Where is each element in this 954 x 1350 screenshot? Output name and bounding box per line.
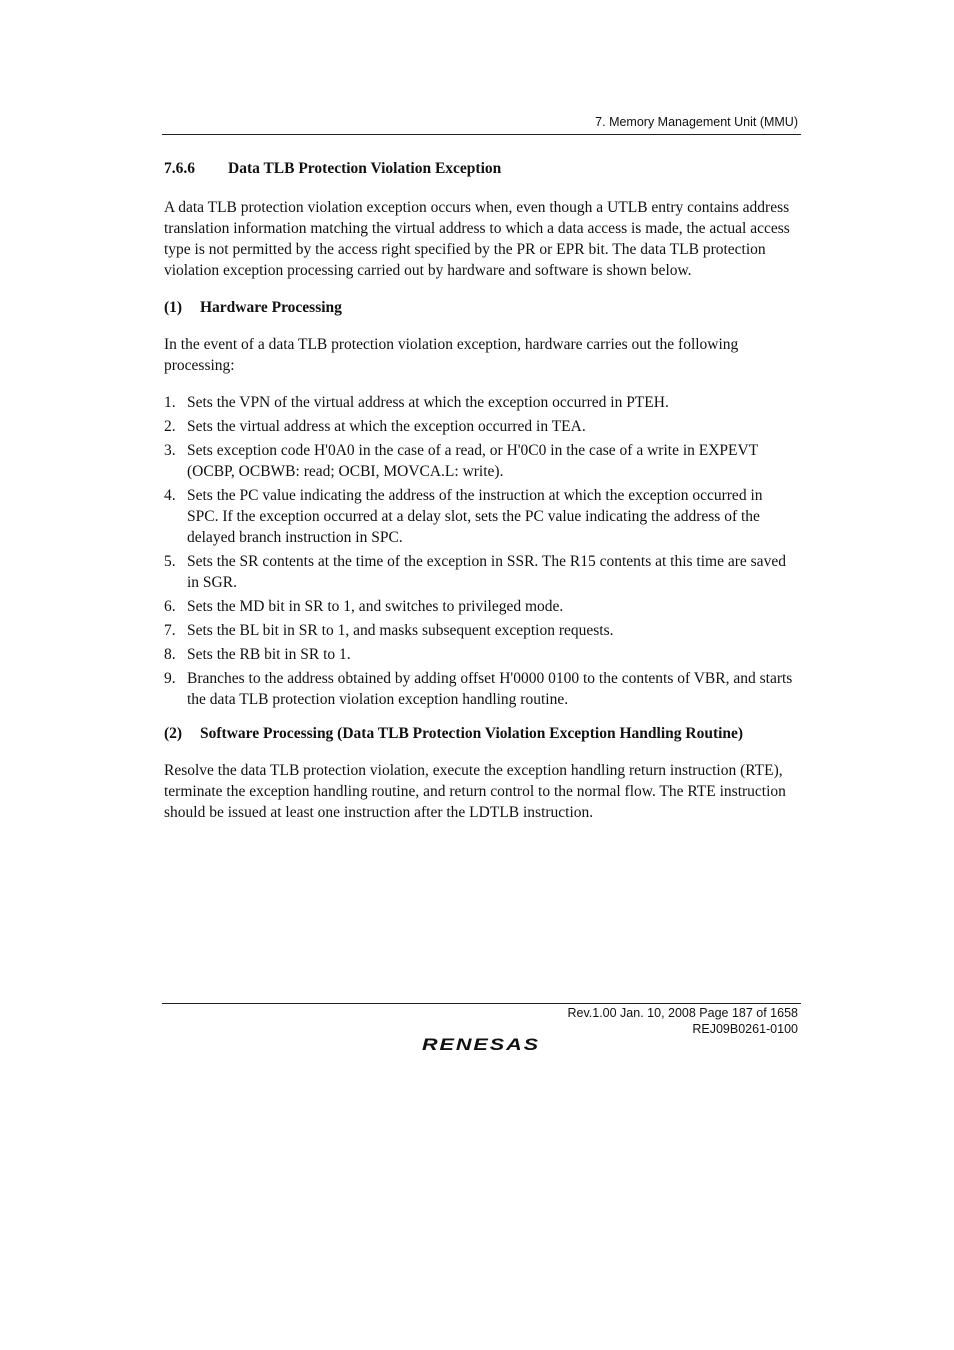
list-item bbox=[164, 551, 794, 593]
footer-rule bbox=[162, 1003, 801, 1004]
software-title: Software Processing (Data TLB Protection Violation Exception Handling Routine) bbox=[200, 725, 744, 742]
step-number: 4. bbox=[164, 487, 176, 504]
list-item bbox=[164, 392, 794, 413]
step-text: Sets the virtual address at which the exception occurred in TEA. bbox=[187, 418, 586, 435]
software-body: Resolve the data TLB protection violation, execute the exception handling return instruction (RTE), terminate the exception handling routine, and return control to the normal flow. The RTE instruction should be issued at least one instruction after the LDTLB instruction. bbox=[164, 762, 786, 821]
step-number: 1. bbox=[164, 394, 176, 411]
section-heading bbox=[164, 158, 794, 179]
software-heading bbox=[164, 723, 794, 744]
page-body bbox=[164, 158, 794, 823]
section-number: 7.6.6 bbox=[164, 160, 195, 177]
hardware-heading bbox=[164, 297, 794, 318]
section-intro: A data TLB protection violation exception occurs when, even though a UTLB entry contains address translation information matching the virtual address to which a data access is made, the actual access type is not permitted by the access right specified by the PR or EPR bit. The data TLB protection violation exception processing carried out by hardware and software is shown below. bbox=[164, 199, 790, 279]
hardware-intro: In the event of a data TLB protection violation exception, hardware carries out the following processing: bbox=[164, 336, 739, 374]
list-item bbox=[164, 416, 794, 437]
list-item bbox=[164, 668, 794, 710]
step-text: Sets the MD bit in SR to 1, and switches to privileged mode. bbox=[187, 598, 564, 615]
list-item bbox=[164, 596, 794, 617]
step-number: 5. bbox=[164, 553, 176, 570]
step-text: Sets the BL bit in SR to 1, and masks subsequent exception requests. bbox=[187, 622, 614, 639]
page-footer bbox=[567, 1005, 798, 1037]
step-number: 9. bbox=[164, 670, 176, 687]
revision-line: Rev.1.00 Jan. 10, 2008 Page 187 of 1658 bbox=[567, 1006, 798, 1020]
step-text: Sets exception code H'0A0 in the case of a read, or H'0C0 in the case of a write in EXPEVT (OCBP, OCBWB: read; OCBI, MOVCA.L: write). bbox=[187, 442, 758, 480]
list-item bbox=[164, 644, 794, 665]
document-code: REJ09B0261-0100 bbox=[692, 1022, 798, 1036]
logo-wordmark: RENESAS bbox=[422, 1035, 540, 1054]
list-item bbox=[164, 440, 794, 482]
step-text: Branches to the address obtained by adding offset H'0000 0100 to the contents of VBR, and starts the data TLB protection violation exception handling routine. bbox=[187, 670, 793, 708]
list-item bbox=[164, 620, 794, 641]
hardware-number: (1) bbox=[164, 299, 183, 316]
header-rule bbox=[162, 134, 801, 135]
hardware-steps bbox=[164, 392, 794, 710]
step-number: 3. bbox=[164, 442, 176, 459]
renesas-logo bbox=[422, 1033, 542, 1055]
step-number: 7. bbox=[164, 622, 176, 639]
hardware-title: Hardware Processing bbox=[200, 299, 342, 316]
step-text: Sets the VPN of the virtual address at which the exception occurred in PTEH. bbox=[187, 394, 669, 411]
step-number: 8. bbox=[164, 646, 176, 663]
section-title: Data TLB Protection Violation Exception bbox=[228, 160, 502, 177]
step-number: 6. bbox=[164, 598, 176, 615]
step-number: 2. bbox=[164, 418, 176, 435]
list-item bbox=[164, 485, 794, 548]
step-text: Sets the RB bit in SR to 1. bbox=[187, 646, 351, 663]
step-text: Sets the SR contents at the time of the exception in SSR. The R15 contents at this time are saved in SGR. bbox=[187, 553, 786, 591]
running-header: 7. Memory Management Unit (MMU) bbox=[595, 115, 798, 129]
step-text: Sets the PC value indicating the address of the instruction at which the exception occurred in SPC. If the exception occurred at a delay slot, sets the PC value indicating the address of the delayed branch instruction in SPC. bbox=[187, 487, 763, 546]
software-number: (2) bbox=[164, 725, 183, 742]
